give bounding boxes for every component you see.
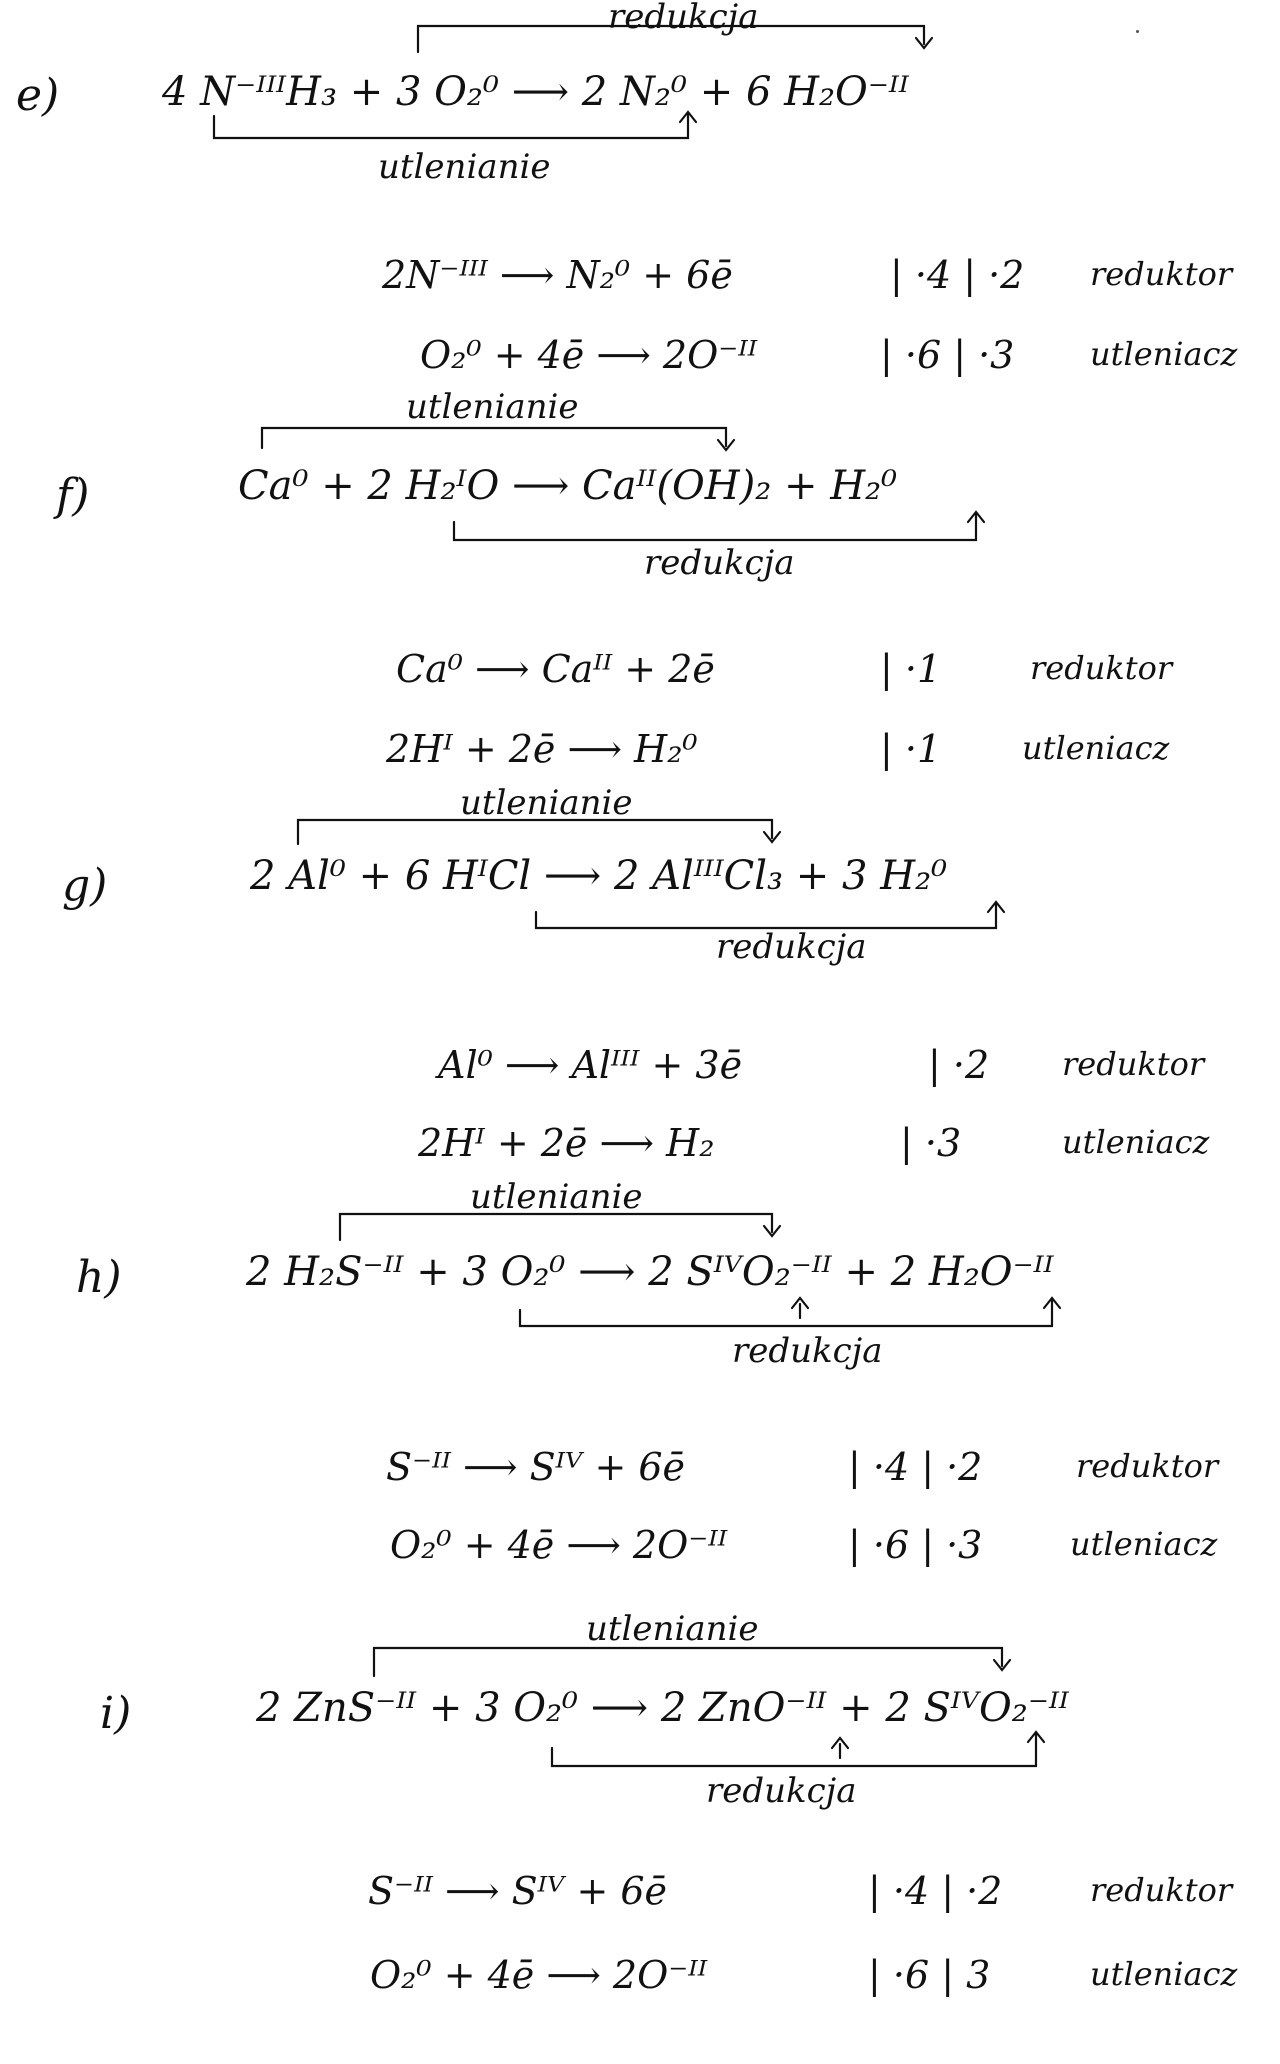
top-arrow-label-i: utlenianie	[586, 1609, 759, 1649]
equation-h: 2 H₂S⁻ᴵᴵ + 3 O₂⁰ ⟶ 2 SᴵⱽO₂⁻ᴵᴵ + 2 H₂O⁻ᴵᴵ	[246, 1249, 1054, 1295]
role-e-1: reduktor	[1090, 255, 1233, 293]
top-arrow-label-g: utlenianie	[460, 783, 633, 823]
factors-h-1: | ·4 | ·2	[848, 1445, 983, 1489]
role-g-1: reduktor	[1062, 1045, 1205, 1083]
paper-speck	[1136, 30, 1139, 33]
factors-g-2: | ·3	[900, 1121, 962, 1165]
equation-g: 2 Al⁰ + 6 HᴵCl ⟶ 2 AlᴵᴵᴵCl₃ + 3 H₂⁰	[250, 853, 948, 899]
half-reaction-i-2: O₂⁰ + 4ē ⟶ 2O⁻ᴵᴵ	[370, 1953, 708, 1997]
half-reaction-h-1: S⁻ᴵᴵ ⟶ Sᴵⱽ + 6ē	[386, 1445, 686, 1489]
role-e-2: utleniacz	[1090, 335, 1238, 373]
top-arrow-label-h: utlenianie	[470, 1177, 643, 1217]
half-reaction-f-1: Ca⁰ ⟶ Caᴵᴵ + 2ē	[396, 647, 715, 691]
equation-i: 2 ZnS⁻ᴵᴵ + 3 O₂⁰ ⟶ 2 ZnO⁻ᴵᴵ + 2 SᴵⱽO₂⁻ᴵᴵ	[256, 1685, 1069, 1731]
role-f-2: utleniacz	[1022, 729, 1170, 767]
role-g-2: utleniacz	[1062, 1123, 1210, 1161]
factors-f-2: | ·1	[880, 727, 942, 771]
section-label-e: e)	[16, 70, 60, 121]
role-h-1: reduktor	[1076, 1447, 1219, 1485]
half-reaction-h-2: O₂⁰ + 4ē ⟶ 2O⁻ᴵᴵ	[390, 1523, 728, 1567]
bottom-arrow-label-g: redukcja	[716, 927, 867, 967]
equation-e: 4 N⁻ᴵᴵᴵH₃ + 3 O₂⁰ ⟶ 2 N₂⁰ + 6 H₂O⁻ᴵᴵ	[162, 69, 909, 115]
section-label-g: g)	[62, 860, 108, 911]
role-h-2: utleniacz	[1070, 1525, 1218, 1563]
role-f-1: reduktor	[1030, 649, 1173, 687]
half-reaction-g-2: 2Hᴵ + 2ē ⟶ H₂	[418, 1121, 715, 1165]
half-reaction-i-1: S⁻ᴵᴵ ⟶ Sᴵⱽ + 6ē	[368, 1869, 668, 1913]
top-arrow-label-f: utlenianie	[406, 387, 579, 427]
factors-e-2: | ·6 | ·3	[880, 333, 1015, 377]
bottom-arrow-label-e: utlenianie	[378, 147, 551, 187]
equation-f: Ca⁰ + 2 H₂ᴵO ⟶ Caᴵᴵ(OH)₂ + H₂⁰	[238, 463, 898, 509]
factors-g-1: | ·2	[928, 1043, 990, 1087]
section-label-i: i)	[100, 1688, 132, 1739]
role-i-1: reduktor	[1090, 1871, 1233, 1909]
top-arrow-label-e: redukcja	[608, 0, 759, 37]
factors-i-1: | ·4 | ·2	[868, 1869, 1003, 1913]
half-reaction-f-2: 2Hᴵ + 2ē ⟶ H₂⁰	[386, 727, 698, 771]
role-i-2: utleniacz	[1090, 1955, 1238, 1993]
half-reaction-g-1: Al⁰ ⟶ Alᴵᴵᴵ + 3ē	[438, 1043, 743, 1087]
bottom-arrow-label-h: redukcja	[732, 1331, 883, 1371]
factors-h-2: | ·6 | ·3	[848, 1523, 983, 1567]
half-reaction-e-2: O₂⁰ + 4ē ⟶ 2O⁻ᴵᴵ	[420, 333, 758, 377]
section-label-h: h)	[76, 1252, 122, 1303]
factors-f-1: | ·1	[880, 647, 942, 691]
section-label-f: f)	[56, 470, 90, 521]
factors-e-1: | ·4 | ·2	[890, 253, 1025, 297]
bottom-arrow-label-f: redukcja	[644, 543, 795, 583]
bottom-arrow-label-i: redukcja	[706, 1771, 857, 1811]
factors-i-2: | ·6 | 3	[868, 1953, 991, 1997]
half-reaction-e-1: 2N⁻ᴵᴵᴵ ⟶ N₂⁰ + 6ē	[382, 253, 733, 297]
